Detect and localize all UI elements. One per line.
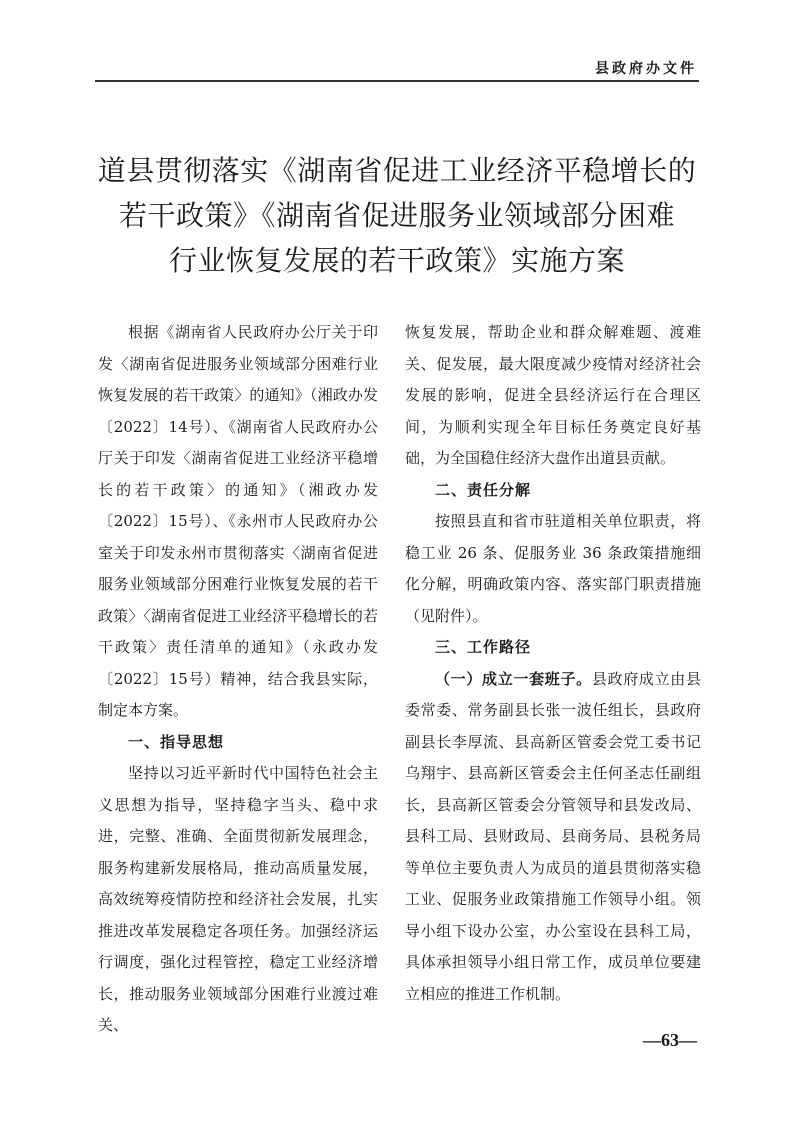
section-1-paragraph: 坚持以习近平新时代中国特色社会主义思想为指导，坚持稳字当头、稳中求进，完整、准确、全面贯彻新发展理念，服务构建新发展格局，推动高质量发展，高效统筹疫情防控和经济社会发展，扎实推进改革发展稳定各项任务。加强经济运行调度，强化过程管控，稳定工业经济增长，推动服务业领域部分困难行业渡过难关、 <box>98 764 378 1034</box>
section-3-item-1-paragraph <box>405 664 701 1011</box>
title-line-2: 若干政策》《湖南省促进服务业领域部分困难 <box>118 199 675 232</box>
intro-paragraph: 根据《湖南省人民政府办公厅关于印发〈湖南省促进服务业领域部分困难行业恢复发展的若干政策〉的通知》（湘政办发〔2022〕14号）、《湖南省人民政府办公厅关于印发〈湖南省促进工业经济平稳增长的若干政策〉的通知》（湘政办发〔2022〕15号）、《永州市人民政府办公室关于印发永州市贯彻落实〈湖南省促进服务业领域部分困难行业恢复发展的若干政策〉〈湖南省促进工业经济平稳增长的若干政策〉责任清单的通知》（永政办发〔2022〕15号）精神，结合我县实际，制定本方案。 <box>98 323 378 719</box>
section-2-paragraph: 按照县直和省市驻道相关单位职责，将稳工业 26 条、促服务业 36 条政策措施细化分解，明确政策内容、落实部门职责措施（见附件）。 <box>405 512 701 625</box>
title-line-3: 行业恢复发展的若干政策》实施方案 <box>168 244 625 277</box>
section-3-item-1-text: 县政府成立由县委常委、常务副县长张一波任组长，县政府副县长李厚流、县高新区管委会党工委书记乌翔宇、县高新区管委会主任何圣志任副组长，县高新区管委会分管领导和县发改局、县科工局、县财政局、县商务局、县税务局等单位主要负责人为成员的道县贯彻落实稳工业、促服务业政策措施工作领导小组。领导小组下设办公室，办公室设在县科工局，具体承担领导小组日常工作，成员单位要建立相应的推进工作机制。 <box>405 669 701 1003</box>
section-1-paragraph-continued: 恢复发展，帮助企业和群众解难题、渡难关、促发展，最大限度减少疫情对经济社会发展的影响，促进全县经济运行在合理区间，为顺利实现全年目标任务奠定良好基础，为全国稳住经济大盘作出道县贡献。 <box>405 323 701 467</box>
section-1-heading: 一、指导思想 <box>128 732 225 751</box>
left-column <box>98 317 378 1042</box>
section-3-heading: 三、工作路径 <box>435 638 532 656</box>
title-line-1: 道县贯彻落实《湖南省促进工业经济平稳增长的 <box>97 154 697 187</box>
document-category-label: 县政府办文件 <box>595 61 697 77</box>
document-title <box>80 148 714 283</box>
page-number: —63— <box>643 1030 697 1050</box>
section-2-heading: 二、责任分解 <box>435 480 532 499</box>
section-3-item-1-lead: （一）成立一套班子。 <box>435 669 592 688</box>
right-column <box>405 317 701 1010</box>
header-divider <box>95 80 699 82</box>
